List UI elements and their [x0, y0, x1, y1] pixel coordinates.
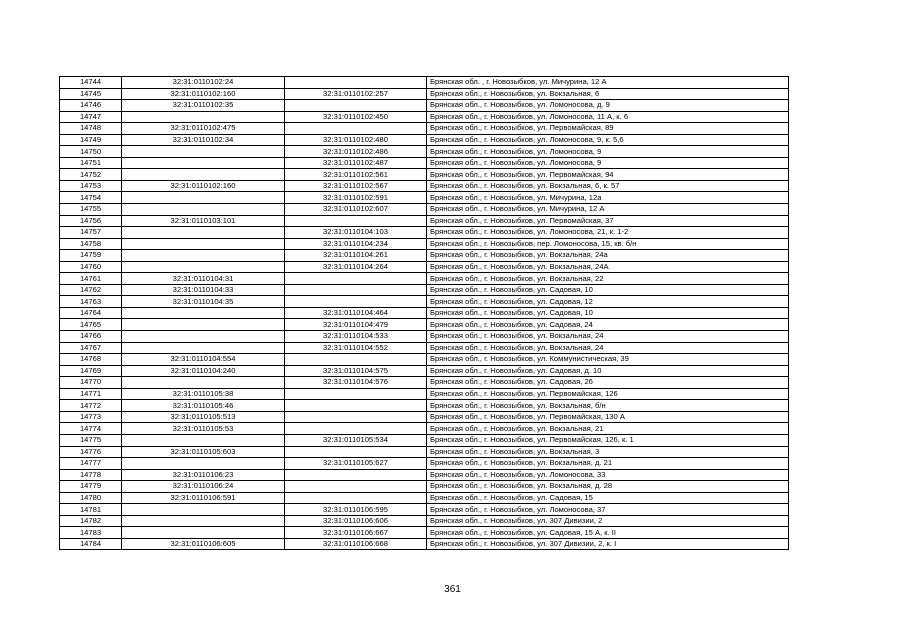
address-cell: Брянская обл., г. Новозыбков, ул. Садовая, д. 10 [427, 365, 789, 377]
row-number-cell: 14782 [60, 515, 122, 527]
related-cadastral-number-cell [285, 469, 427, 481]
address-cell: Брянская обл., г. Новозыбков, ул. Мичурина, 12 А [427, 204, 789, 216]
related-cadastral-number-cell: 32:31:0110106:667 [285, 527, 427, 539]
related-cadastral-number-cell [285, 123, 427, 135]
related-cadastral-number-cell: 32:31:0110102:607 [285, 204, 427, 216]
cadastral-number-cell: 32:31:0110103:101 [122, 215, 285, 227]
cadastral-number-cell: 32:31:0110104:554 [122, 354, 285, 366]
related-cadastral-number-cell [285, 481, 427, 493]
cadastral-number-cell: 32:31:0110105:513 [122, 411, 285, 423]
cadastral-number-cell: 32:31:0110106:591 [122, 492, 285, 504]
related-cadastral-number-cell [285, 296, 427, 308]
cadastral-number-cell [122, 434, 285, 446]
table-row [60, 331, 789, 343]
cadastral-number-cell [122, 458, 285, 470]
related-cadastral-number-cell [285, 77, 427, 89]
table-row [60, 538, 789, 550]
table-row [60, 146, 789, 158]
related-cadastral-number-cell [285, 400, 427, 412]
table-row [60, 411, 789, 423]
related-cadastral-number-cell: 32:31:0110102:591 [285, 192, 427, 204]
cadastral-number-cell [122, 515, 285, 527]
address-cell: Брянская обл., г. Новозыбков, ул. Вокзальная, 21 [427, 423, 789, 435]
row-number-cell: 14749 [60, 134, 122, 146]
cadastral-number-cell: 32:31:0110104:240 [122, 365, 285, 377]
table-row [60, 77, 789, 89]
cadastral-number-cell: 32:31:0110105:46 [122, 400, 285, 412]
table-row [60, 88, 789, 100]
address-cell: Брянская обл., г. Новозыбков, ул. Вокзальная, 24 [427, 342, 789, 354]
related-cadastral-number-cell: 32:31:0110104:533 [285, 331, 427, 343]
cadastral-number-cell: 32:31:0110106:23 [122, 469, 285, 481]
row-number-cell: 14746 [60, 100, 122, 112]
cadastral-number-cell: 32:31:0110104:31 [122, 273, 285, 285]
table-row [60, 296, 789, 308]
related-cadastral-number-cell [285, 388, 427, 400]
address-cell: Брянская обл., г. Новозыбков, ул. Вокзальная, 22 [427, 273, 789, 285]
related-cadastral-number-cell: 32:31:0110104:576 [285, 377, 427, 389]
address-cell: Брянская обл., г. Новозыбков, ул. Ломоносова, 37 [427, 504, 789, 516]
related-cadastral-number-cell [285, 492, 427, 504]
related-cadastral-number-cell: 32:31:0110104:479 [285, 319, 427, 331]
address-cell: Брянская обл., г. Новозыбков, ул. Садовая, 24 [427, 319, 789, 331]
address-cell: Брянская обл., г. Новозыбков, ул. Вокзальная, д. 28 [427, 481, 789, 493]
cadastral-number-cell [122, 192, 285, 204]
row-number-cell: 14767 [60, 342, 122, 354]
related-cadastral-number-cell: 32:31:0110106:668 [285, 538, 427, 550]
row-number-cell: 14751 [60, 157, 122, 169]
row-number-cell: 14747 [60, 111, 122, 123]
table-row [60, 481, 789, 493]
table-row [60, 111, 789, 123]
row-number-cell: 14756 [60, 215, 122, 227]
address-cell: Брянская обл., г. Новозыбков, пер. Ломоносова, 15, кв. б/н [427, 238, 789, 250]
address-cell: Брянская обл., г. Новозыбков, ул. 307 Дивизии, 2 [427, 515, 789, 527]
cadastral-number-cell [122, 261, 285, 273]
table-row [60, 261, 789, 273]
cadastral-number-cell: 32:31:0110104:33 [122, 284, 285, 296]
related-cadastral-number-cell: 32:31:0110104:264 [285, 261, 427, 273]
row-number-cell: 14768 [60, 354, 122, 366]
table-row [60, 215, 789, 227]
cadastral-number-cell [122, 169, 285, 181]
address-cell: Брянская обл., г. Новозыбков, ул. Ломоносова, 21, к. 1-2 [427, 227, 789, 239]
related-cadastral-number-cell: 32:31:0110102:486 [285, 146, 427, 158]
address-cell: Брянская обл., г. Новозыбков, ул. Ломоносова, 9 [427, 146, 789, 158]
related-cadastral-number-cell [285, 354, 427, 366]
row-number-cell: 14773 [60, 411, 122, 423]
table-row [60, 307, 789, 319]
cadastral-number-cell: 32:31:0110106:24 [122, 481, 285, 493]
related-cadastral-number-cell: 32:31:0110102:567 [285, 180, 427, 192]
table-row [60, 365, 789, 377]
table-row [60, 227, 789, 239]
address-cell: Брянская обл., г. Новозыбков, ул. Садовая, 26 [427, 377, 789, 389]
table-row [60, 284, 789, 296]
row-number-cell: 14776 [60, 446, 122, 458]
table-row [60, 250, 789, 262]
table-row [60, 423, 789, 435]
row-number-cell: 14763 [60, 296, 122, 308]
table-row [60, 100, 789, 112]
address-cell: Брянская обл., г. Новозыбков, ул. Первомайская, 130 А [427, 411, 789, 423]
table-row [60, 504, 789, 516]
table-row [60, 400, 789, 412]
address-cell: Брянская обл., г. Новозыбков, ул. Ломоносова, д. 9 [427, 100, 789, 112]
row-number-cell: 14769 [60, 365, 122, 377]
table-row [60, 434, 789, 446]
address-cell: Брянская обл., г. Новозыбков, ул. Мичурина, 12а [427, 192, 789, 204]
address-cell: Брянская обл., г. Новозыбков, ул. Первомайская, 37 [427, 215, 789, 227]
cadastral-number-cell [122, 377, 285, 389]
cadastral-number-cell: 32:31:0110102:475 [122, 123, 285, 135]
row-number-cell: 14762 [60, 284, 122, 296]
cadastral-number-cell: 32:31:0110102:160 [122, 180, 285, 192]
table-row [60, 180, 789, 192]
table-row [60, 134, 789, 146]
address-cell: Брянская обл., г. Новозыбков, ул. Садовая, 15 А, к. II [427, 527, 789, 539]
row-number-cell: 14750 [60, 146, 122, 158]
cadastral-number-cell: 32:31:0110105:603 [122, 446, 285, 458]
address-cell: Брянская обл., г. Новозыбков, ул. Ломоносова, 9, к. 5,6 [427, 134, 789, 146]
related-cadastral-number-cell: 32:31:0110104:234 [285, 238, 427, 250]
table-row [60, 446, 789, 458]
row-number-cell: 14748 [60, 123, 122, 135]
address-cell: Брянская обл., г. Новозыбков, ул. Ломоносова, 33 [427, 469, 789, 481]
cadastral-number-cell [122, 504, 285, 516]
related-cadastral-number-cell: 32:31:0110104:552 [285, 342, 427, 354]
row-number-cell: 14758 [60, 238, 122, 250]
cadastral-number-cell: 32:31:0110106:605 [122, 538, 285, 550]
row-number-cell: 14774 [60, 423, 122, 435]
row-number-cell: 14753 [60, 180, 122, 192]
row-number-cell: 14775 [60, 434, 122, 446]
row-number-cell: 14778 [60, 469, 122, 481]
address-cell: Брянская обл., г. Новозыбков, ул. Вокзальная, д. 21 [427, 458, 789, 470]
related-cadastral-number-cell: 32:31:0110106:606 [285, 515, 427, 527]
related-cadastral-number-cell: 32:31:0110104:261 [285, 250, 427, 262]
related-cadastral-number-cell: 32:31:0110105:534 [285, 434, 427, 446]
row-number-cell: 14777 [60, 458, 122, 470]
address-cell: Брянская обл., г. Новозыбков, ул. Вокзальная, б/н [427, 400, 789, 412]
cadastral-number-cell: 32:31:0110104:35 [122, 296, 285, 308]
address-cell: Брянская обл., г. Новозыбков, ул. Вокзальная, 24 [427, 331, 789, 343]
row-number-cell: 14781 [60, 504, 122, 516]
related-cadastral-number-cell [285, 411, 427, 423]
table-row [60, 388, 789, 400]
cadastral-number-cell [122, 250, 285, 262]
address-cell: Брянская обл., г. Новозыбков, ул. Вокзальная, 3 [427, 446, 789, 458]
address-cell: Брянская обл., г. Новозыбков, ул. Вокзальная, 6, к. 57 [427, 180, 789, 192]
row-number-cell: 14772 [60, 400, 122, 412]
address-cell: Брянская обл., г. Новозыбков, ул. Вокзальная, 6 [427, 88, 789, 100]
row-number-cell: 14759 [60, 250, 122, 262]
cadastral-number-cell [122, 238, 285, 250]
row-number-cell: 14745 [60, 88, 122, 100]
related-cadastral-number-cell [285, 100, 427, 112]
row-number-cell: 14780 [60, 492, 122, 504]
table-row [60, 319, 789, 331]
table-row [60, 273, 789, 285]
table-row [60, 238, 789, 250]
row-number-cell: 14783 [60, 527, 122, 539]
related-cadastral-number-cell: 32:31:0110102:487 [285, 157, 427, 169]
cadastral-number-cell [122, 111, 285, 123]
row-number-cell: 14765 [60, 319, 122, 331]
cadastral-number-cell: 32:31:0110105:53 [122, 423, 285, 435]
row-number-cell: 14770 [60, 377, 122, 389]
related-cadastral-number-cell [285, 215, 427, 227]
related-cadastral-number-cell [285, 446, 427, 458]
address-cell: Брянская обл., г. Новозыбков, ул. Первомайская, 94 [427, 169, 789, 181]
address-cell: Брянская обл., г. Новозыбков, ул. 307 Дивизии, 2, к. I [427, 538, 789, 550]
address-cell: Брянская обл., г. Новозыбков, ул. Садовая, 12 [427, 296, 789, 308]
address-cell: Брянская обл., г. Новозыбков, ул. Садовая, 10 [427, 284, 789, 296]
row-number-cell: 14752 [60, 169, 122, 181]
table-row [60, 342, 789, 354]
related-cadastral-number-cell: 32:31:0110102:257 [285, 88, 427, 100]
related-cadastral-number-cell: 32:31:0110102:450 [285, 111, 427, 123]
related-cadastral-number-cell: 32:31:0110104:575 [285, 365, 427, 377]
table-row [60, 354, 789, 366]
registry-table [59, 76, 789, 550]
page-number: 361 [444, 584, 461, 595]
related-cadastral-number-cell: 32:31:0110104:103 [285, 227, 427, 239]
row-number-cell: 14757 [60, 227, 122, 239]
table-row [60, 123, 789, 135]
row-number-cell: 14766 [60, 331, 122, 343]
table-row [60, 458, 789, 470]
row-number-cell: 14754 [60, 192, 122, 204]
address-cell: Брянская обл., г. Новозыбков, ул. Первомайская, 126 [427, 388, 789, 400]
address-cell: Брянская обл., г. Новозыбков, ул. Садовая, 10 [427, 307, 789, 319]
cadastral-number-cell [122, 319, 285, 331]
cadastral-number-cell: 32:31:0110105:38 [122, 388, 285, 400]
table-row [60, 204, 789, 216]
related-cadastral-number-cell [285, 284, 427, 296]
cadastral-number-cell [122, 331, 285, 343]
row-number-cell: 14761 [60, 273, 122, 285]
cadastral-number-cell: 32:31:0110102:35 [122, 100, 285, 112]
cadastral-number-cell [122, 527, 285, 539]
cadastral-number-cell: 32:31:0110102:160 [122, 88, 285, 100]
address-cell: Брянская обл., г. Новозыбков, ул. Вокзальная, 24а [427, 250, 789, 262]
row-number-cell: 14784 [60, 538, 122, 550]
registry-table-body [60, 77, 789, 550]
table-row [60, 377, 789, 389]
table-row [60, 469, 789, 481]
table-row [60, 157, 789, 169]
cadastral-number-cell [122, 146, 285, 158]
related-cadastral-number-cell: 32:31:0110106:595 [285, 504, 427, 516]
cadastral-number-cell [122, 227, 285, 239]
address-cell: Брянская обл., г. Новозыбков, ул. Коммунистическая, 39 [427, 354, 789, 366]
table-row [60, 492, 789, 504]
related-cadastral-number-cell [285, 273, 427, 285]
cadastral-number-cell: 32:31:0110102:24 [122, 77, 285, 89]
address-cell: Брянская обл. , г. Новозыбков, ул. Мичурина, 12 А [427, 77, 789, 89]
address-cell: Брянская обл., г. Новозыбков, ул. Вокзальная, 24А [427, 261, 789, 273]
related-cadastral-number-cell: 32:31:0110104:464 [285, 307, 427, 319]
address-cell: Брянская обл., г. Новозыбков, ул. Первомайская, 126, к. 1 [427, 434, 789, 446]
related-cadastral-number-cell: 32:31:0110102:480 [285, 134, 427, 146]
cadastral-number-cell: 32:31:0110102:34 [122, 134, 285, 146]
cadastral-number-cell [122, 204, 285, 216]
table-row [60, 527, 789, 539]
row-number-cell: 14744 [60, 77, 122, 89]
table-row [60, 169, 789, 181]
row-number-cell: 14755 [60, 204, 122, 216]
cadastral-number-cell [122, 342, 285, 354]
registry-table-container [59, 76, 789, 550]
row-number-cell: 14764 [60, 307, 122, 319]
address-cell: Брянская обл., г. Новозыбков, ул. Садовая, 15 [427, 492, 789, 504]
table-row [60, 515, 789, 527]
address-cell: Брянская обл., г. Новозыбков, ул. Ломоносова, 9 [427, 157, 789, 169]
related-cadastral-number-cell [285, 423, 427, 435]
address-cell: Брянская обл., г. Новозыбков, ул. Ломоносова, 11 А, к. 6 [427, 111, 789, 123]
row-number-cell: 14760 [60, 261, 122, 273]
related-cadastral-number-cell: 32:31:0110102:561 [285, 169, 427, 181]
related-cadastral-number-cell: 32:31:0110105:627 [285, 458, 427, 470]
cadastral-number-cell [122, 307, 285, 319]
row-number-cell: 14779 [60, 481, 122, 493]
table-row [60, 192, 789, 204]
address-cell: Брянская обл., г. Новозыбков, ул. Первомайская, 89 [427, 123, 789, 135]
row-number-cell: 14771 [60, 388, 122, 400]
cadastral-number-cell [122, 157, 285, 169]
